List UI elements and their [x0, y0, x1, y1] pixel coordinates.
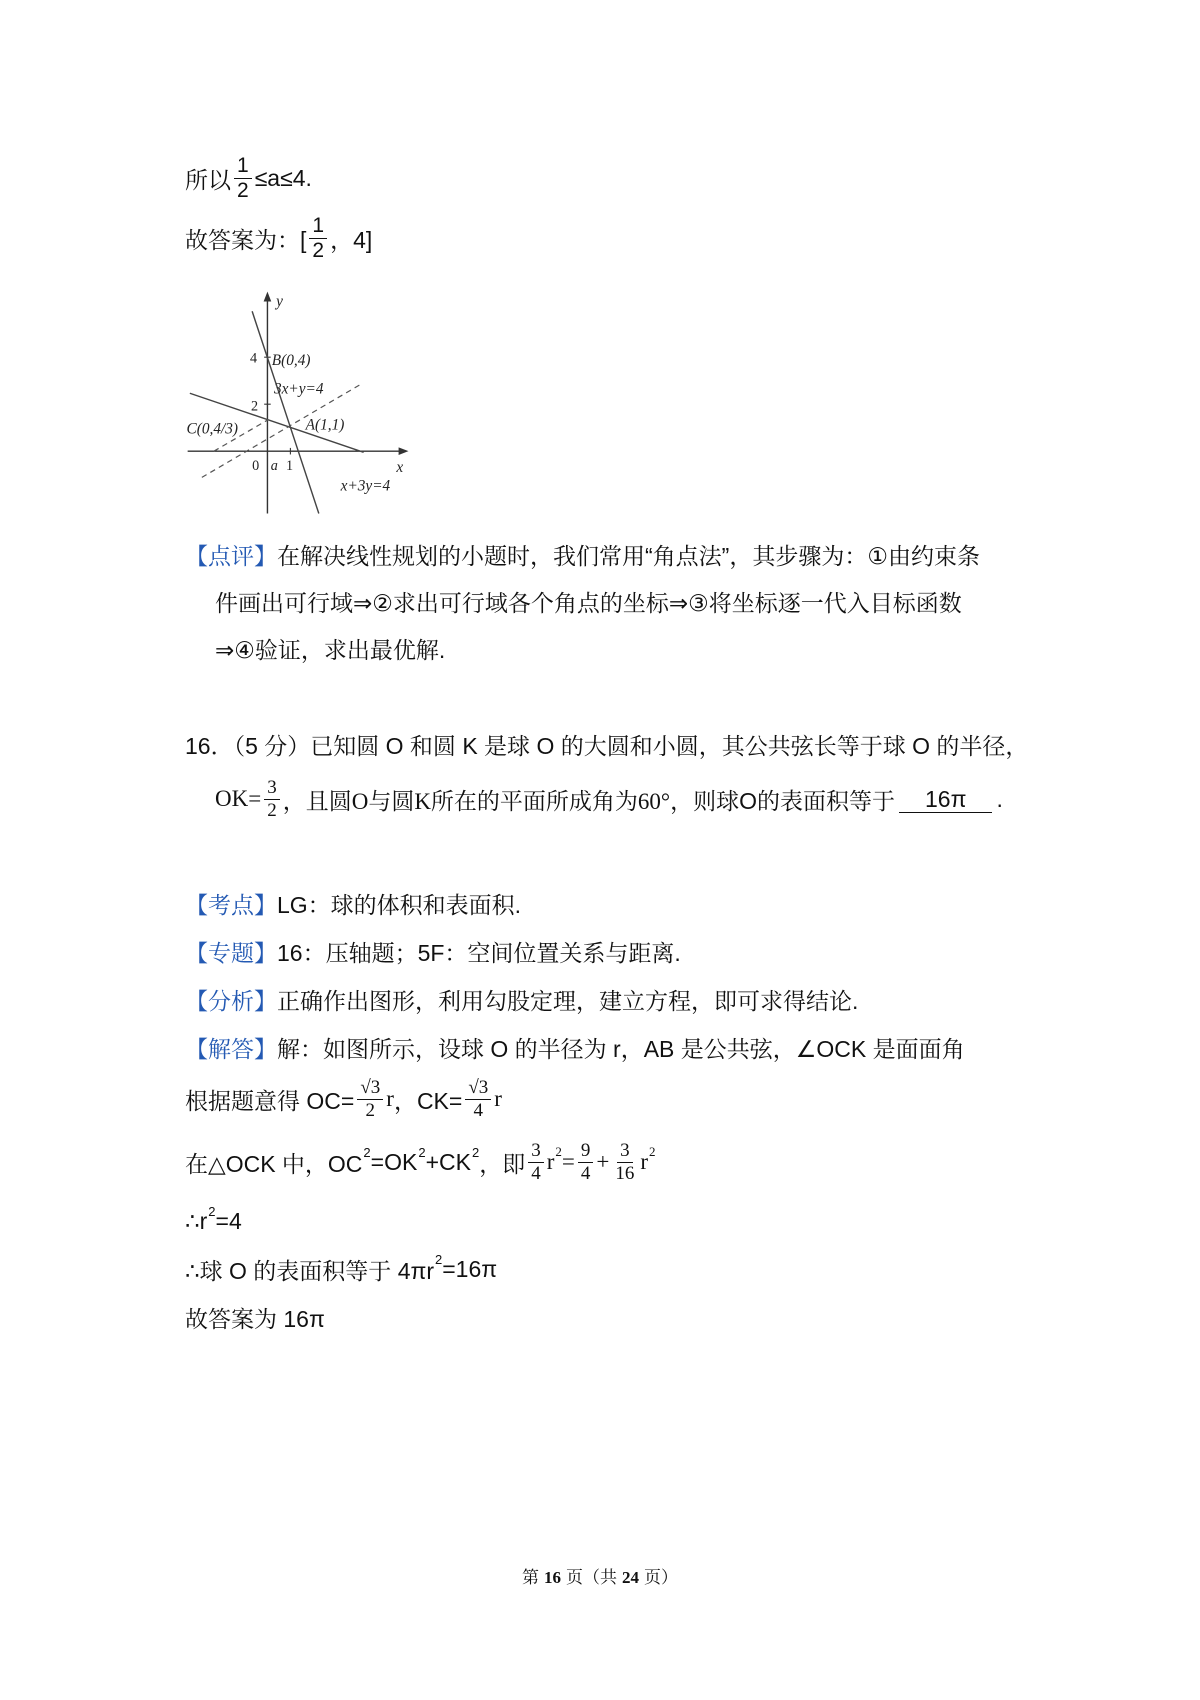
fraction — [465, 1077, 491, 1121]
text-suffix: ≤a≤4. — [254, 164, 312, 191]
superscript: 2 — [435, 1251, 443, 1267]
analysis-text: 正确作出图形，利用勾股定理，建立方程，即可求得结论. — [277, 987, 859, 1014]
solution-line-1 — [185, 1031, 965, 1063]
superscript: 2 — [649, 1144, 656, 1159]
solution-text: =16π — [442, 1255, 498, 1282]
solution-text: =4 — [215, 1207, 242, 1234]
comment-line-1 — [185, 538, 980, 570]
text-prefix: 故答案为：[ — [185, 226, 307, 253]
solution-text: =OK — [370, 1148, 418, 1175]
solution-text: ，即 — [479, 1150, 526, 1177]
feasible-region-graph — [180, 286, 415, 518]
knowledge-point-text: LG：球的体积和表面积. — [277, 891, 522, 918]
text-suffix: ，4] — [330, 226, 373, 253]
solution-line-2 — [185, 1070, 502, 1128]
equals-sign: = — [561, 1149, 575, 1174]
total-pages: 24 — [622, 1568, 639, 1587]
y-axis-label: y — [276, 292, 283, 310]
line-3x-plus-y-4 — [249, 311, 319, 513]
superscript: 2 — [555, 1144, 562, 1159]
fraction — [612, 1140, 637, 1184]
solution-text: ∴球 O 的表面积等于 4πr — [185, 1257, 435, 1284]
x-axis-arrow — [399, 447, 409, 455]
solution-text: 解：如图所示，设球 O 的半径为 r，AB 是公共弦，∠OCK 是面面角 — [277, 1035, 965, 1062]
comment-line-3 — [215, 632, 445, 664]
y-axis-arrow — [264, 292, 272, 302]
question-stem-text: 16．（5 分）已知圆 O 和圆 K 是球 O 的大圆和小圆，其公共弦长等于球 O 的半径， — [185, 732, 1029, 759]
origin-label: 0 — [252, 457, 260, 474]
fraction-numerator: √3 — [357, 1077, 383, 1099]
superscript: 2 — [471, 1144, 480, 1160]
variable-r: r — [494, 1086, 502, 1111]
point-a-label: A(1,1) — [305, 416, 345, 434]
comment-text: 在解决线性规划的小题时，我们常用“角点法”，其步骤为：①由约束条 — [277, 542, 980, 569]
line-steep-label: 3x+y=4 — [274, 380, 324, 398]
x-axis-label: x — [396, 458, 404, 476]
fraction-denominator: 4 — [531, 1162, 541, 1184]
comment-text: 件画出可行域⇒②求出可行域各个角点的坐标⇒③将坐标逐一代入目标函数 — [215, 589, 962, 616]
variable-r: r — [386, 1086, 394, 1111]
final-answer-text: 故答案为 16π — [185, 1305, 325, 1332]
fraction-numerator: 3 — [264, 777, 280, 799]
superscript: 2 — [208, 1203, 216, 1219]
fraction-denominator: 16 — [615, 1162, 635, 1184]
superscript: 2 — [363, 1144, 371, 1160]
tick-label-y4: 4 — [249, 350, 258, 367]
topic-line — [185, 935, 681, 967]
fraction — [528, 1140, 544, 1184]
comment-tag: 【点评】 — [185, 542, 277, 569]
fraction-denominator: 2 — [237, 178, 249, 202]
knowledge-point-tag: 【考点】 — [185, 891, 277, 918]
footer-text: 页（共 — [566, 1568, 617, 1587]
solution-line-6 — [185, 1301, 325, 1333]
topic-text: 16：压轴题；5F：空间位置关系与距离. — [277, 939, 681, 966]
fraction-numerator: 1 — [234, 154, 252, 179]
analysis-line — [185, 983, 858, 1015]
question-16-stem-line-1 — [185, 728, 1028, 760]
fraction — [309, 214, 327, 262]
fraction-denominator: 4 — [580, 1162, 591, 1184]
point-b-label: B(0,4) — [271, 351, 311, 369]
answer-blank: 16π — [899, 786, 992, 813]
solution-text: +CK — [425, 1148, 471, 1175]
fraction-denominator: 2 — [365, 1099, 376, 1121]
fraction — [578, 1140, 594, 1184]
variable-r: r — [546, 1149, 555, 1174]
question-stem-text: ，且圆O与圆K所在的平面所成角为60° — [282, 788, 671, 814]
analysis-tag: 【分析】 — [185, 987, 277, 1014]
question-stem-text: ，则球O的表面积等于 — [670, 787, 896, 814]
fraction-numerator: 9 — [578, 1140, 594, 1162]
footer-text: 页） — [644, 1568, 678, 1587]
variable-r: r — [640, 1149, 648, 1174]
fraction-denominator: 4 — [473, 1099, 484, 1121]
solution-line-3 — [185, 1133, 656, 1191]
fraction-numerator: 1 — [309, 214, 327, 239]
fraction — [234, 154, 252, 202]
previous-answer-line-2 — [185, 209, 372, 267]
question-16-stem-line-2 — [215, 770, 1003, 828]
a-mark-label: a — [270, 457, 278, 474]
footer-text: 第 — [522, 1568, 539, 1587]
knowledge-point-line — [185, 887, 521, 919]
line-shallow-label: x+3y=4 — [340, 477, 391, 495]
fraction-numerator: 3 — [528, 1140, 544, 1162]
question-stem-end: . — [996, 785, 1003, 812]
point-c-label: C(0,4/3) — [186, 420, 238, 438]
fraction — [357, 1077, 383, 1121]
previous-answer-line-1 — [185, 149, 312, 207]
solution-text: 根据题意得 OC= — [185, 1087, 355, 1114]
fraction — [264, 777, 280, 821]
solution-text: ，CK= — [393, 1087, 463, 1114]
comment-text: ⇒④验证，求出最优解. — [215, 636, 446, 663]
fraction-denominator: 2 — [267, 799, 277, 821]
superscript: 2 — [418, 1144, 426, 1160]
tick-label-y2: 2 — [251, 398, 259, 415]
tick-label-x1: 1 — [286, 457, 294, 474]
page-number: 16 — [544, 1568, 561, 1587]
text-prefix: 所以 — [185, 166, 231, 193]
plus-sign: + — [596, 1149, 610, 1174]
fraction-numerator: √3 — [465, 1077, 491, 1099]
formula-prefix: OK= — [215, 786, 262, 811]
fraction-numerator: 3 — [617, 1140, 633, 1162]
solution-tag: 【解答】 — [185, 1035, 277, 1062]
topic-tag: 【专题】 — [185, 939, 277, 966]
page-footer — [0, 1563, 1200, 1588]
solution-line-5 — [185, 1253, 497, 1285]
fraction-denominator: 2 — [312, 238, 325, 262]
solution-text: ∴r — [185, 1207, 208, 1234]
solution-text: 在△OCK 中，OC — [185, 1150, 363, 1177]
comment-line-2 — [215, 585, 962, 617]
solution-line-4 — [185, 1205, 242, 1237]
